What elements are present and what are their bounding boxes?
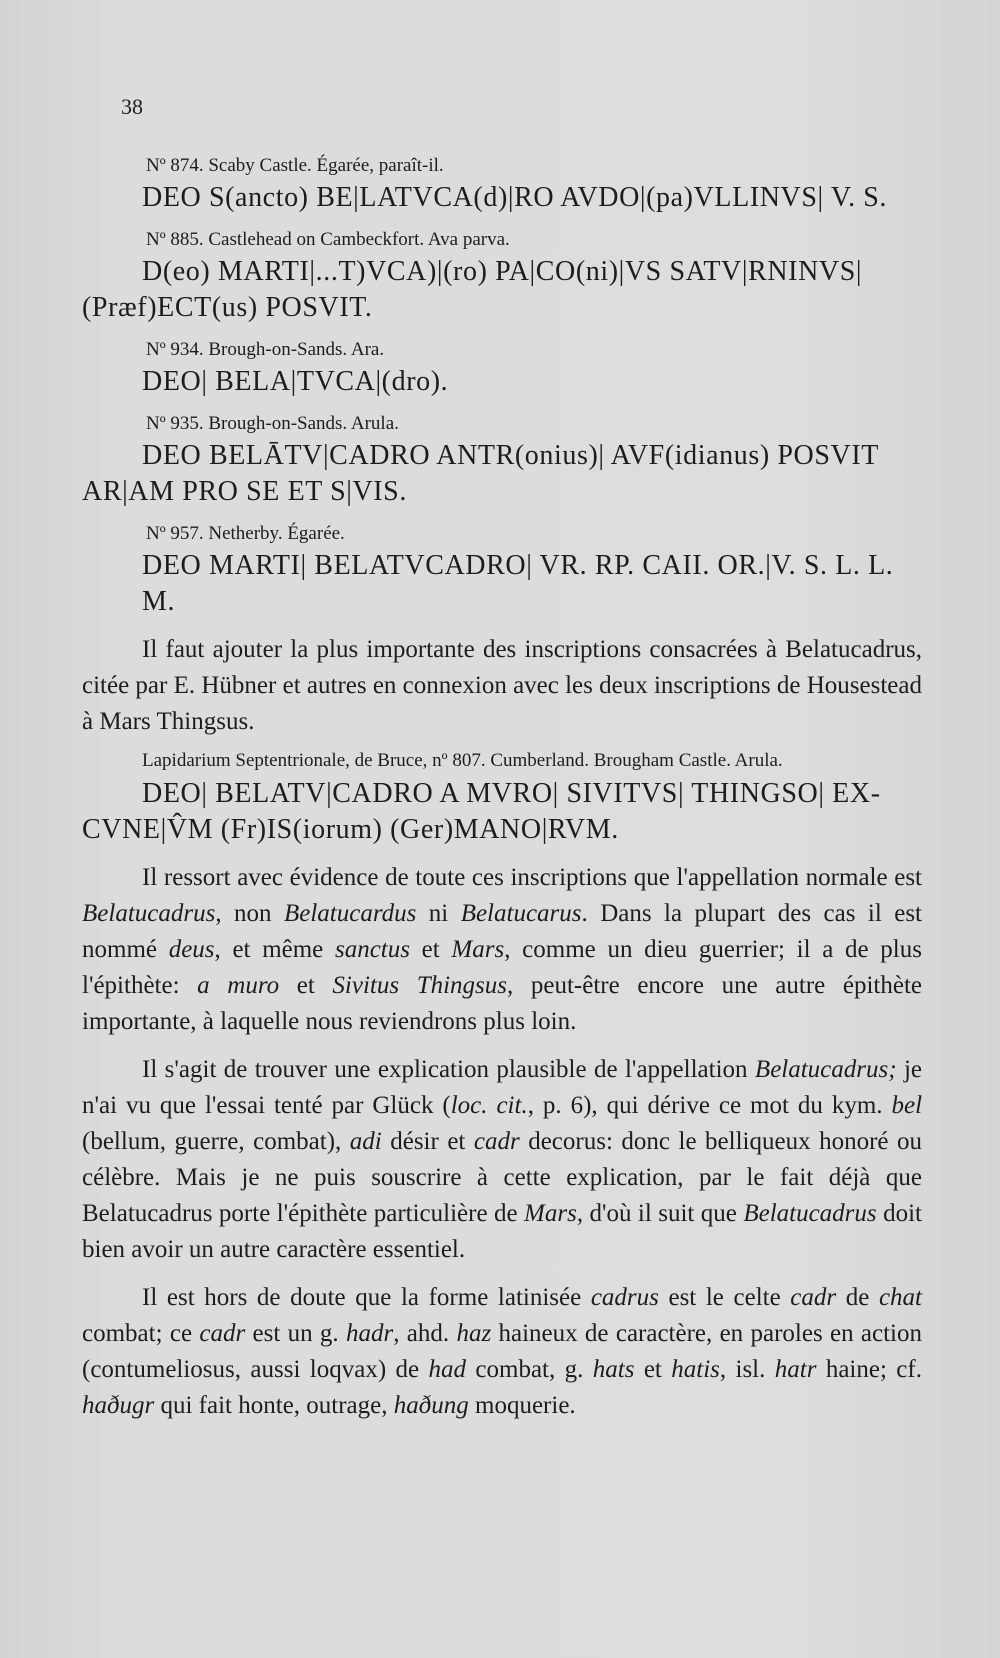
lapidarium-caption: Lapidarium Septentrionale, de Bruce, nº 807. Cumberland. Brougham Castle. Arula. [142,750,783,771]
inscription-brougham: DEO| BELATV|CADRO A MVRO| SIVITVS| THINGSO| EX-CVNE|V̂M (Fr)IS(iorum) (Ger)MANO|RVM. [82,778,881,845]
entry-heading-885: Nº 885. Castlehead on Cambeckfort. Ava parva. [146,229,510,250]
entry-heading-934: Nº 934. Brough-on-Sands. Ara. [146,339,385,360]
entry-heading-874: Nº 874. Scaby Castle. Égarée, paraît-il. [146,155,444,176]
inscription-874: DEO S(ancto) BE|LATVCA(d)|RO AVDO|(pa)VLLINVS| V. S. [142,182,888,213]
entry-heading-957: Nº 957. Netherby. Égarée. [146,523,345,544]
inscription-934: DEO| BELA|TVCA|(dro). [142,366,449,397]
page-number: 38 [121,94,143,119]
entry-heading-935: Nº 935. Brough-on-Sands. Arula. [146,413,399,434]
paragraph-4: Il est hors de doute que la forme latinisée cadrus est le celte cadr de chat combat; ce cadr est un g. hadr, ahd. haz haineux de caractère, en paroles en action (contumeliosus, aussi loqvax) de had combat, g. hats et hatis, isl. hatr haine; cf. haðugr qui fait honte, outrage, haðung moquerie. [82,1284,922,1419]
paragraph-2: Il ressort avec évidence de toute ces inscriptions que l'appellation normale est Belatucadrus, non Belatucardus ni Belatucarus. Dans la plupart des cas il est nommé deus, et même sanctus et Mars, comme un dieu guerrier; il a de plus l'épithète: a muro et Sivitus Thingsus, peut-être encore une autre épithète importante, à laquelle nous reviendrons plus loin. [82,864,922,1035]
inscription-935: DEO BELĀTV|CADRO ANTR(onius)| AVF(idianus) POSVIT AR|AM PRO SE ET S|VIS. [82,440,879,507]
paragraph-3: Il s'agit de trouver une explication plausible de l'appellation Belatucadrus; je n'ai vu que l'essai tenté par Glück (loc. cit., p. 6), qui dérive ce mot du kym. bel (bellum, guerre, combat), adi désir et cadr decorus: donc le belliqueux honoré ou célèbre. Mais je ne puis souscrire à cette explication, par le fait déjà que Belatucadrus porte l'épithète particulière de Mars, d'où il suit que Belatucadrus doit bien avoir un autre caractère essentiel. [82,1056,923,1263]
inscription-885: D(eo) MARTI|...T)VCA)|(ro) PA|CO(ni)|VS SATV|RNINVS| (Præf)ECT(us) POSVIT. [82,256,863,323]
inscription-957: DEO MARTI| BELATVCADRO| VR. RP. CAII. OR.|V. S. L. L. M. [142,550,894,617]
paragraph-1: Il faut ajouter la plus importante des inscriptions consacrées à Belatucadrus, citée par E. Hübner et autres en connexion avec les deux inscriptions de Housestead à Mars Thingsus. [82,636,922,735]
page-body [82,146,922,1430]
